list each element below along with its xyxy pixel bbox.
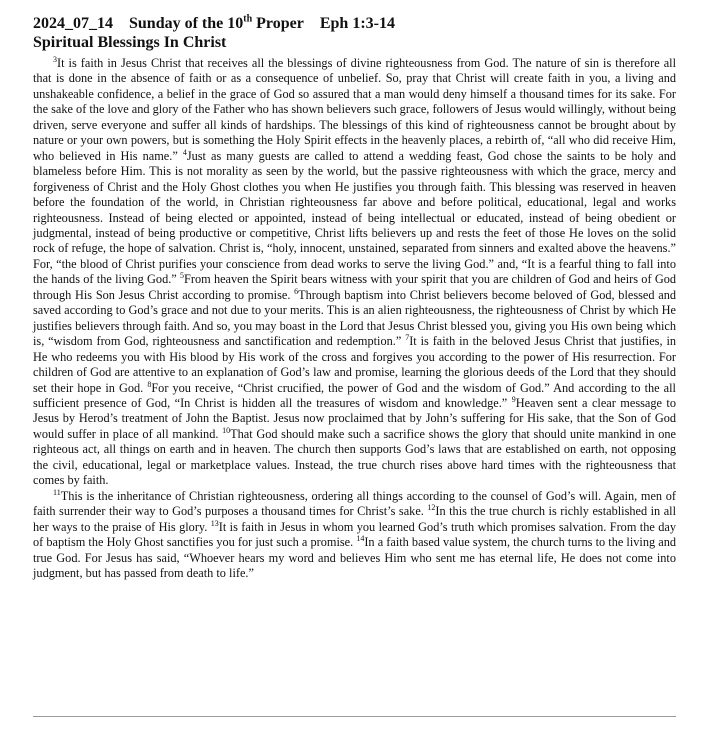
title-day-ordinal: th — [243, 13, 253, 25]
verse-number: 13 — [210, 518, 219, 528]
verse-number: 9 — [511, 394, 516, 404]
verse-text: From heaven the Spirit bears witness with your spirit that you are children of God and heirs of God through His Son Jesus Christ according to promise. — [33, 272, 676, 302]
title-date: 2024_07_14 — [33, 15, 113, 32]
bottom-divider — [33, 716, 676, 717]
verse-text: This is the inheritance of Christian righteousness, ordering all things according to the counsel of God’s will. Again, men of faith surrender their way to God’s purposes a thousand times for Christ’s sake. — [33, 488, 676, 519]
verse-number: 3 — [53, 54, 57, 64]
paragraph — [33, 56, 676, 489]
paragraph — [33, 489, 676, 582]
document-subtitle: Spiritual Blessings In Christ — [33, 34, 227, 51]
document-body — [33, 56, 676, 581]
verse-text: It is faith in Jesus in whom you learned God’s truth which promises salvation. From the day of baptism the Holy Ghost sanctifies you for just such a promise. — [33, 519, 676, 550]
document-title — [33, 14, 676, 33]
verse-text: Just as many guests are called to attend a wedding feast, God chose the saints to be holy and blameless before Him. This is not morality as seen by the world, but the passive righteousness with which the grace, mercy and forgiveness of Christ and the Holy Ghost clothes you when He justifies you through faith. This blessing was reserved in heaven before the foundation of the world, in Christian righteousness far above and before political, educational, legal and works righteousness. Instead of being elected or appointed, instead of being intellectual or educated, instead of being obedient or judgmental, instead of being productive or competitive, Christ lifts believers up and rests the feet of those He loves on the solid rock of refuge, the hope of salvation. Christ is, “holy, innocent, unstained, separated from sinners and exalted above the heavens.” For, “the blood of Christ purifies your conscience from dead works to serve the living God.” and, “It is a fearful thing to fall into the hands of the living God.” — [33, 148, 676, 287]
verse-number: 14 — [356, 533, 365, 543]
verse-number: 11 — [53, 487, 61, 497]
verse-number: 7 — [405, 333, 410, 343]
verse-text: That God should make such a sacrifice shows the glory that should unite mankind in one righteous act, all things on earth and in heaven. The church then supports God’s laws that are established on earth, not opposing the civil, educational, legal or marketplace values. Instead, the true church rises above hard times with the righteousness that comes by faith. — [33, 426, 676, 488]
title-day-suffix: Proper — [252, 15, 304, 32]
verse-text: It is faith in the beloved Jesus Christ that justifies, in He who redeems you with His blood by His work of the cross and forgives you according to the power of His resurrection. For children of God are attentive to an explanation of God’s law and promise, learning the glorious deeds of the Lord that they should set their hope in God. — [33, 334, 677, 395]
verse-text: Through baptism into Christ believers become beloved of God, blessed and saved according to God’s grace and not due to your merits. This is an alien righteousness, the righteousness of Christ by which He justifies believers through faith. And so, you may boast in the Lord that Jesus Christ blessed you, giving you His own being which is, “wisdom from God, righteousness and sanctification and redemption.” — [33, 287, 676, 349]
verse-text: In a faith based value system, the church turns to the living and true God. For Jesus has said, “Whoever hears my word and believes Him who sent me has eternal life, He does not come into judgment, but has passed from death to life.” — [33, 535, 676, 580]
verse-text: Heaven sent a clear message to Jesus by Herod’s treatment of John the Baptist. Jesus now proclaimed that by John’s suffering for His sake, that the Son of God would suffer in place of all mankind. — [33, 395, 676, 441]
title-reference: Eph 1:3-14 — [319, 15, 395, 32]
verse-number: 4 — [182, 147, 187, 157]
verse-number: 6 — [294, 286, 299, 296]
title-day-prefix: Sunday of the 10 — [129, 15, 244, 32]
title-day — [129, 15, 304, 32]
verse-text: For you receive, “Christ crucified, the power of God and the wisdom of God.” And according to the all sufficient presence of God, “In Christ is hidden all the treasures of wisdom and knowledge.” — [33, 380, 676, 410]
verse-number: 5 — [180, 271, 185, 281]
verse-text: It is faith in Jesus Christ that receives all the blessings of divine righteousness from God. The nature of sin is therefore all that is done in the absence of faith or as a consequence of unbelief. So, pray that Christ will create faith in you, a living and unshakeable confidence, a belief in the grace of God so assured that a man would deny himself a thousand times for its sake. For the sake of the love and glory of the Father who has shown believers such grace, followers of Jesus would willingly, without being driven, serve everyone and suffer all kinds of hardships. The blessings of this kind of righteousness cannot be brought about by nature or your own powers, but is something the Holy Spirit effects in the heavenly places, a rebirth of, “all who did receive Him, who believed in His name.” — [33, 56, 676, 163]
verse-number: 10 — [222, 425, 231, 435]
verse-text: In this the true church is richly established in all her ways to the praise of His glory. — [33, 504, 676, 534]
verse-number: 8 — [147, 379, 152, 389]
verse-number: 12 — [427, 503, 436, 513]
document-page — [33, 14, 676, 581]
